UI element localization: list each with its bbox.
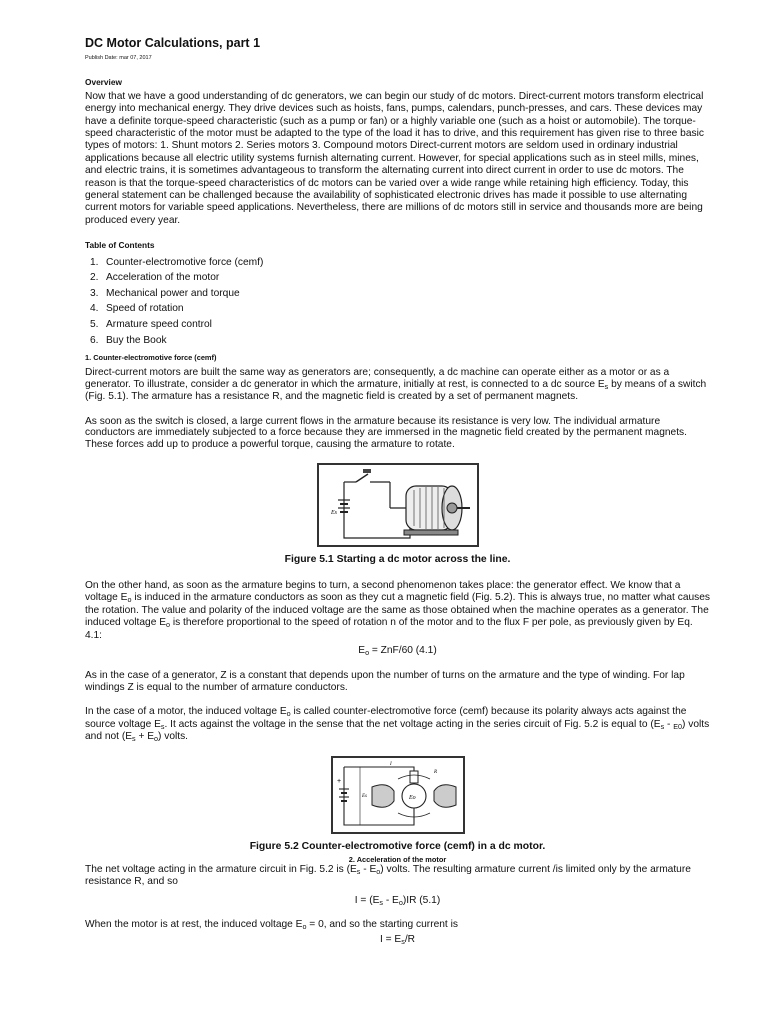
section2-paragraph-1: The net voltage acting in the armature circuit in Fig. 5.2 is $(E_s - E_o)$ volts. The resulting armature current /is limited only by the armature resistance R, and so [85,863,691,888]
toc-link-armature-control[interactable]: Armature speed control [106,319,212,331]
page-title: DC Motor Calculations, part 1 [85,36,261,50]
fig1-source-label: Es [330,509,337,516]
toc-item[interactable]: 1. Counter-electromotive force (cemf) [90,256,264,268]
toc-item[interactable]: 6. Buy the Book [90,334,167,346]
section1-paragraph-2: As soon as the switch is closed, a large current flows in the armature because its resistance is very low. The individual armature conductors are immediately subjected to a force because they are immersed in the magnetic field created by the permanent magnets. These forces add up to produce a powerful torque, causing the armature to rotate. [85,415,687,451]
cemf-diagram [331,756,465,834]
toc-item[interactable]: 5. Armature speed control [90,319,212,331]
section1-paragraph-5: In the case of a motor, the induced voltage $E_o$ is called counter-electromotive force (cemf) because its polarity always acts against the source voltage $E_s$. It acts against the voltage in the sense that the net voltage acting in the series circuit of Fig. 5.2 is equal to $(E_s - _{E0})$ volts and not $(E_s + E_o)$ volts. [85,706,710,744]
equation-4-1: $E_o = ZnF/60$ (4.1) [358,645,437,658]
fig2-resistance-label: R [433,769,437,775]
section1-paragraph-1: Direct-current motors are built the same way as generators are; consequently, a dc machine can operate either as a motor or as a generator. To illustrate, consider a dc generator in which the armature, initially at rest, is connected to a dc source $E_s$ by means of a switch (Fig. 5.1). The armature has a resistance R, and the magnetic field is created by a set of permanent magnets. [85,366,707,403]
figure-5-1-caption: Figure 5.1 Starting a dc motor across the line. [284,553,511,565]
svg-text:+: + [336,777,341,785]
toc-link-buy-book[interactable]: Buy the Book [106,334,167,346]
section1-paragraph-4: As in the case of a generator, Z is a constant that depends upon the number of turns on the armature and the type of winding. For lap windings Z is equal to the number of armature conductors. [85,669,685,693]
publish-date: Publish Date: mar 07, 2017 [85,55,152,61]
toc-link-cemf[interactable]: Counter-electromotive force (cemf) [106,256,264,268]
toc-link-speed[interactable]: Speed of rotation [106,303,184,315]
toc-link-power-torque[interactable]: Mechanical power and torque [106,287,240,299]
toc-item[interactable]: 2. Acceleration of the motor [90,272,220,284]
fig2-source-label: Es [361,793,367,799]
section2-paragraph-2: When the motor is at rest, the induced voltage $E_o = 0$, and so the starting current is [85,919,458,932]
fig2-cemf-label: Eo [408,794,416,801]
section2-heading: 2. Acceleration of the motor [348,854,447,864]
section1-heading: 1. Counter-electromotive force (cemf) [85,353,217,363]
motor-across-line-diagram [317,463,479,547]
fig2-current-label: I [389,761,392,767]
figure-5-2 [85,756,710,853]
overview-heading: Overview [85,77,122,88]
article [85,36,710,946]
section1-paragraph-3: On the other hand, as soon as the armature begins to turn, a second phenomenon takes place: the generator effect. We know that a voltage $E_o$ is induced in the armature conductors as soon as they cut a magnetic field (Fig. 5.2). This is always true, no matter what causes the rotation. The value and polarity of the induced voltage are the same as those obtained when the machine operates as a generator. The induced voltage $E_o$ is therefore proportional to the speed of rotation n of the motor and to the flux F per pole, as previously given by Eq. 4.1: [85,580,710,641]
toc-heading: Table of Contents [85,240,155,251]
toc-item[interactable]: 4. Speed of rotation [90,303,184,315]
equation-starting-current: $I = E_s/R$ [379,933,416,946]
equation-5-1: $I = (E_s - E_o)IR$ (5.1) [354,894,441,907]
table-of-contents [85,255,710,349]
toc-link-acceleration[interactable]: Acceleration of the motor [106,272,220,284]
figure-5-2-caption: Figure 5.2 Counter-electromotive force (cemf) in a dc motor. [249,840,546,852]
toc-item[interactable]: 3. Mechanical power and torque [90,287,240,299]
figure-5-1 [85,463,710,566]
overview-paragraph: Now that we have a good understanding of dc generators, we can begin our study of dc motors. Direct-current motors transform electrical energy into mechanical energy. They drive devices such as hoists, fans, pumps, calendars, punch-presses, and cars. These devices may have a definite torque-speed characteristic (such as a pump or fan) or a highly variable one (such as a hoist or automobile). The torque-speed characteristic of the motor must be adapted to the type of the load it has to drive, and this requirement has given rise to three basic types of motors: 1. Shunt motors 2. Series motors 3. Compound motors Direct-current motors are seldom used in ordinary industrial applications because all electric utility systems furnish alternating current. However, for special applications such as in steel mills, mines, and electric trains, it is sometimes advantageous to transform the alternating current into direct current in order to use dc motors. The reason is that the torque-speed characteristics of dc motors can be varied over a wide range while retaining high efficiency. Today, this general statement can be challenged because the availability of sophisticated electronic drives has made it possible to use alternating current motors for variable speed applications. Nevertheless, there are millions of dc motors still in service and thousands more are being produced every year. [85,90,704,226]
